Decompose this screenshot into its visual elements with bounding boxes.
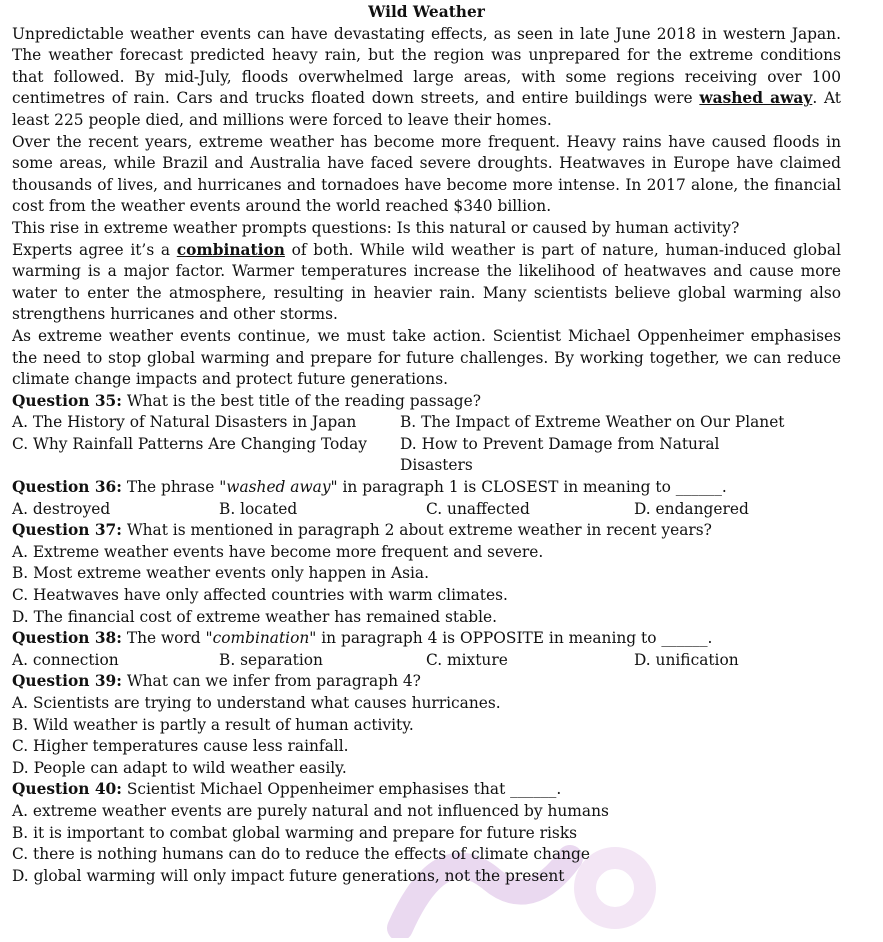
paragraph-5: As extreme weather events continue, we must take action. Scientist Michael Oppenheimer emphasises the need to stop global warming and prepare for future challenges. By working together, we can reduce climate change impacts and protect future generations. xyxy=(12,326,841,389)
question-37: Question 37: What is mentioned in paragraph 2 about extreme weather in recent years? xyxy=(12,521,712,540)
option-d[interactable]: D. global warming will only impact future generations, not the present xyxy=(12,866,565,885)
option-b[interactable]: B. located xyxy=(219,499,298,518)
underlined-word-combination: combination xyxy=(176,240,285,259)
question-35: Question 35: What is the best title of the reading passage? xyxy=(12,391,481,410)
option-b[interactable]: B. it is important to combat global warming and prepare for future risks xyxy=(12,823,578,842)
paragraph-2: Over the recent years, extreme weather has become more frequent. Heavy rains have caused floods in some areas, while Brazil and Australia have faced severe droughts. Heatwaves in Europe have claimed thousands of lives, and hurricanes and tornadoes have become more intense. In 2017 alone, the financial cost from the weather events around the world reached $340 billion. xyxy=(12,132,841,216)
paragraph-1: Unpredictable weather events can have devastating effects, as seen in late June 2018 in western Japan. The weather forecast predicted heavy rain, but the region was unprepared for the extreme conditions that followed. By mid-July, floods overwhelmed large areas, with some regions receiving over 100 centimetres of rain. Cars and trucks floated down streets, and entire buildings were washed away. At least 225 people died, and millions were forced to leave their homes. xyxy=(12,24,841,129)
option-a[interactable]: A. The History of Natural Disasters in Japan xyxy=(12,413,357,432)
paragraph-3: This rise in extreme weather prompts questions: Is this natural or caused by human activity? xyxy=(12,218,740,237)
question-36: Question 36: The phrase "washed away" in paragraph 1 is CLOSEST in meaning to ______. xyxy=(12,478,727,497)
option-a[interactable]: A. destroyed xyxy=(12,499,111,518)
option-c[interactable]: C. Heatwaves have only affected countries with warm climates. xyxy=(12,586,508,605)
option-d[interactable]: D. endangered xyxy=(633,499,749,518)
question-35-options-row-1 xyxy=(12,412,841,434)
option-c[interactable]: C. there is nothing humans can do to reduce the effects of climate change xyxy=(12,845,590,864)
underlined-phrase-washed-away: washed away xyxy=(699,89,813,108)
option-d[interactable]: D. The financial cost of extreme weather has remained stable. xyxy=(12,607,498,626)
option-c[interactable]: C. Why Rainfall Patterns Are Changing Today xyxy=(12,434,368,453)
option-c[interactable]: C. mixture xyxy=(426,650,508,669)
question-38: Question 38: The word "combination" in paragraph 4 is OPPOSITE in meaning to ______. xyxy=(12,629,713,648)
question-36-options xyxy=(12,499,841,521)
paragraph-4: Experts agree it’s a combination of both. While wild weather is part of nature, human-induced global warming is a major factor. Warmer temperatures increase the likelihood of heatwaves and cause more water to enter the atmosphere, resulting in heavier rain. Many scientists believe global warming also strengthens hurricanes and other storms. xyxy=(12,240,842,324)
option-a[interactable]: A. Extreme weather events have become more frequent and severe. xyxy=(12,542,544,561)
option-b[interactable]: B. separation xyxy=(219,650,323,669)
option-a[interactable]: A. Scientists are trying to understand what causes hurricanes. xyxy=(12,694,501,712)
option-a[interactable]: A. connection xyxy=(12,650,119,669)
option-b[interactable]: B. Most extreme weather events only happen in Asia. xyxy=(12,564,429,583)
question-35-options-row-2 xyxy=(12,434,841,477)
question-40: Question 40: Scientist Michael Oppenheimer emphasises that ______. xyxy=(12,780,562,799)
option-c[interactable]: C. Higher temperatures cause less rainfall. xyxy=(12,737,349,756)
option-d[interactable]: D. People can adapt to wild weather easily. xyxy=(12,758,347,777)
document-page xyxy=(12,2,841,887)
question-39: Question 39: What can we infer from paragraph 4? xyxy=(12,672,421,691)
option-d[interactable]: D. How to Prevent Damage from Natural Disasters xyxy=(400,434,720,475)
option-b[interactable]: B. The Impact of Extreme Weather on Our Planet xyxy=(400,413,785,432)
question-38-options xyxy=(12,650,841,672)
option-c[interactable]: C. unaffected xyxy=(426,499,530,518)
option-b[interactable]: B. Wild weather is partly a result of human activity. xyxy=(12,715,414,734)
option-d[interactable]: D. unification xyxy=(633,650,739,669)
option-a[interactable]: A. extreme weather events are purely natural and not influenced by humans xyxy=(12,801,609,820)
page-title: Wild Weather xyxy=(368,3,485,21)
